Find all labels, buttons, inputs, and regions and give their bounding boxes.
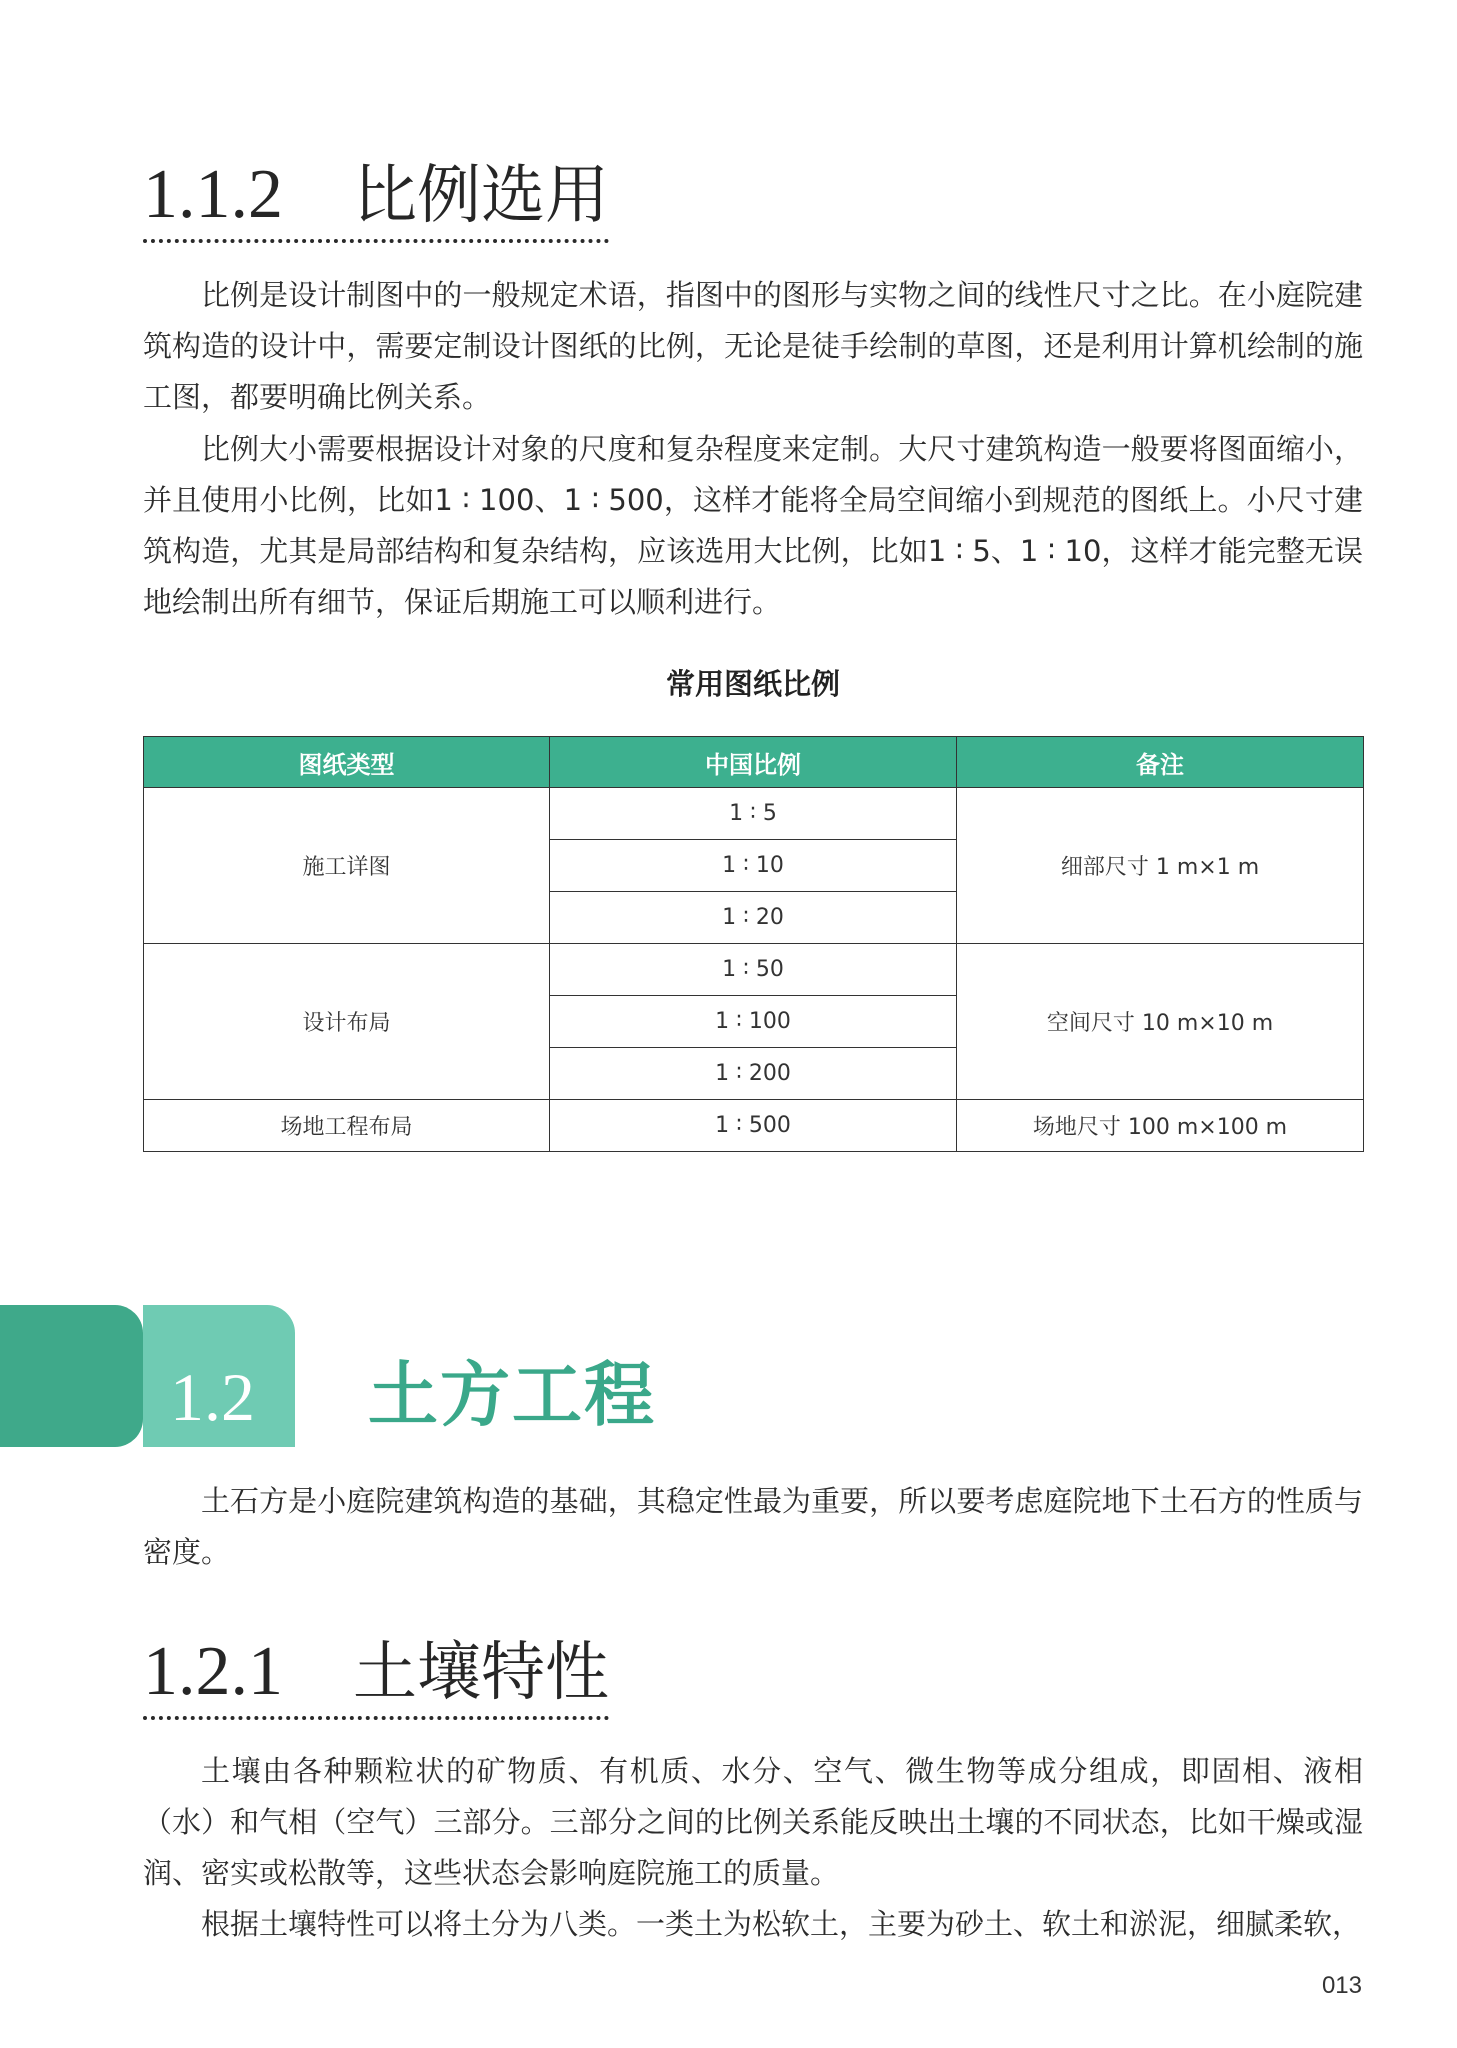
table-row [144,1100,1364,1152]
cell-scale: 1 ∶ 500 [550,1100,957,1152]
page-number: 013 [1321,1972,1362,1999]
cell-scale: 1 ∶ 100 [550,996,957,1048]
section-heading-1-2-1 [143,1632,609,1713]
cell-scale: 1 ∶ 50 [550,944,957,996]
scale-table [143,736,1364,1152]
cell-scale: 1 ∶ 10 [550,840,957,892]
cell-note: 场地尺寸 100 m×100 m [957,1100,1364,1152]
cell-note: 空间尺寸 10 m×10 m [957,944,1364,1100]
cell-drawing-type: 施工详图 [144,788,550,944]
paragraph: 土石方是小庭院建筑构造的基础，其稳定性最为重要，所以要考虑庭院地下土石方的性质与密度。 [143,1484,1363,1569]
paragraph: 土壤由各种颗粒状的矿物质、有机质、水分、空气、微生物等成分组成，即固相、液相（水）和气相（空气）三部分。三部分之间的比例关系能反映出土壤的不同状态，比如干燥或湿润、密实或松散等，这些状态会影响庭院施工的质量。 [143,1754,1363,1890]
heading-dotted-underline [143,1716,609,1720]
table-caption: 常用图纸比例 [665,667,840,701]
section-number: 1.1.2 [143,156,283,233]
cell-scale: 1 ∶ 200 [550,1048,957,1100]
header-china-scale: 中国比例 [550,737,957,788]
paragraph: 比例大小需要根据设计对象的尺度和复杂程度来定制。大尺寸建筑构造一般要将图面缩小，并且使用小比例，比如1 ∶ 100、1 ∶ 500，这样才能将全局空间缩小到规范的图纸上。小尺寸建筑构造，尤其是局部结构和复杂结构，应该选用大比例，比如1 ∶ 5、1 ∶ 10，这样才能完整无误地绘制出所有细节，保证后期施工可以顺利进行。 [143,432,1363,619]
section-band-dark [0,1305,143,1447]
cell-drawing-type: 设计布局 [144,944,550,1100]
table-header-row [144,737,1364,788]
section-title: 比例选用 [353,159,609,233]
section-title: 土壤特性 [353,1636,609,1710]
chapter-section-title: 土方工程 [368,1353,656,1436]
heading-dotted-underline [143,239,609,243]
cell-drawing-type: 场地工程布局 [144,1100,550,1152]
table-row [144,788,1364,840]
header-remarks: 备注 [957,737,1364,788]
cell-note: 细部尺寸 1 m×1 m [957,788,1364,944]
header-drawing-type: 图纸类型 [144,737,550,788]
paragraph: 根据土壤特性可以将土分为八类。一类土为松软土，主要为砂土、软土和淤泥，细腻柔软， [201,1907,1362,1941]
section-heading-1-1-2 [143,155,609,236]
table-row [144,944,1364,996]
chapter-section-number: 1.2 [170,1359,255,1435]
paragraph: 比例是设计制图中的一般规定术语，指图中的图形与实物之间的线性尺寸之比。在小庭院建筑构造的设计中，需要定制设计图纸的比例，无论是徒手绘制的草图，还是利用计算机绘制的施工图，都要明确比例关系。 [143,278,1363,414]
section-number: 1.2.1 [143,1633,283,1710]
cell-scale: 1 ∶ 5 [550,788,957,840]
cell-scale: 1 ∶ 20 [550,892,957,944]
